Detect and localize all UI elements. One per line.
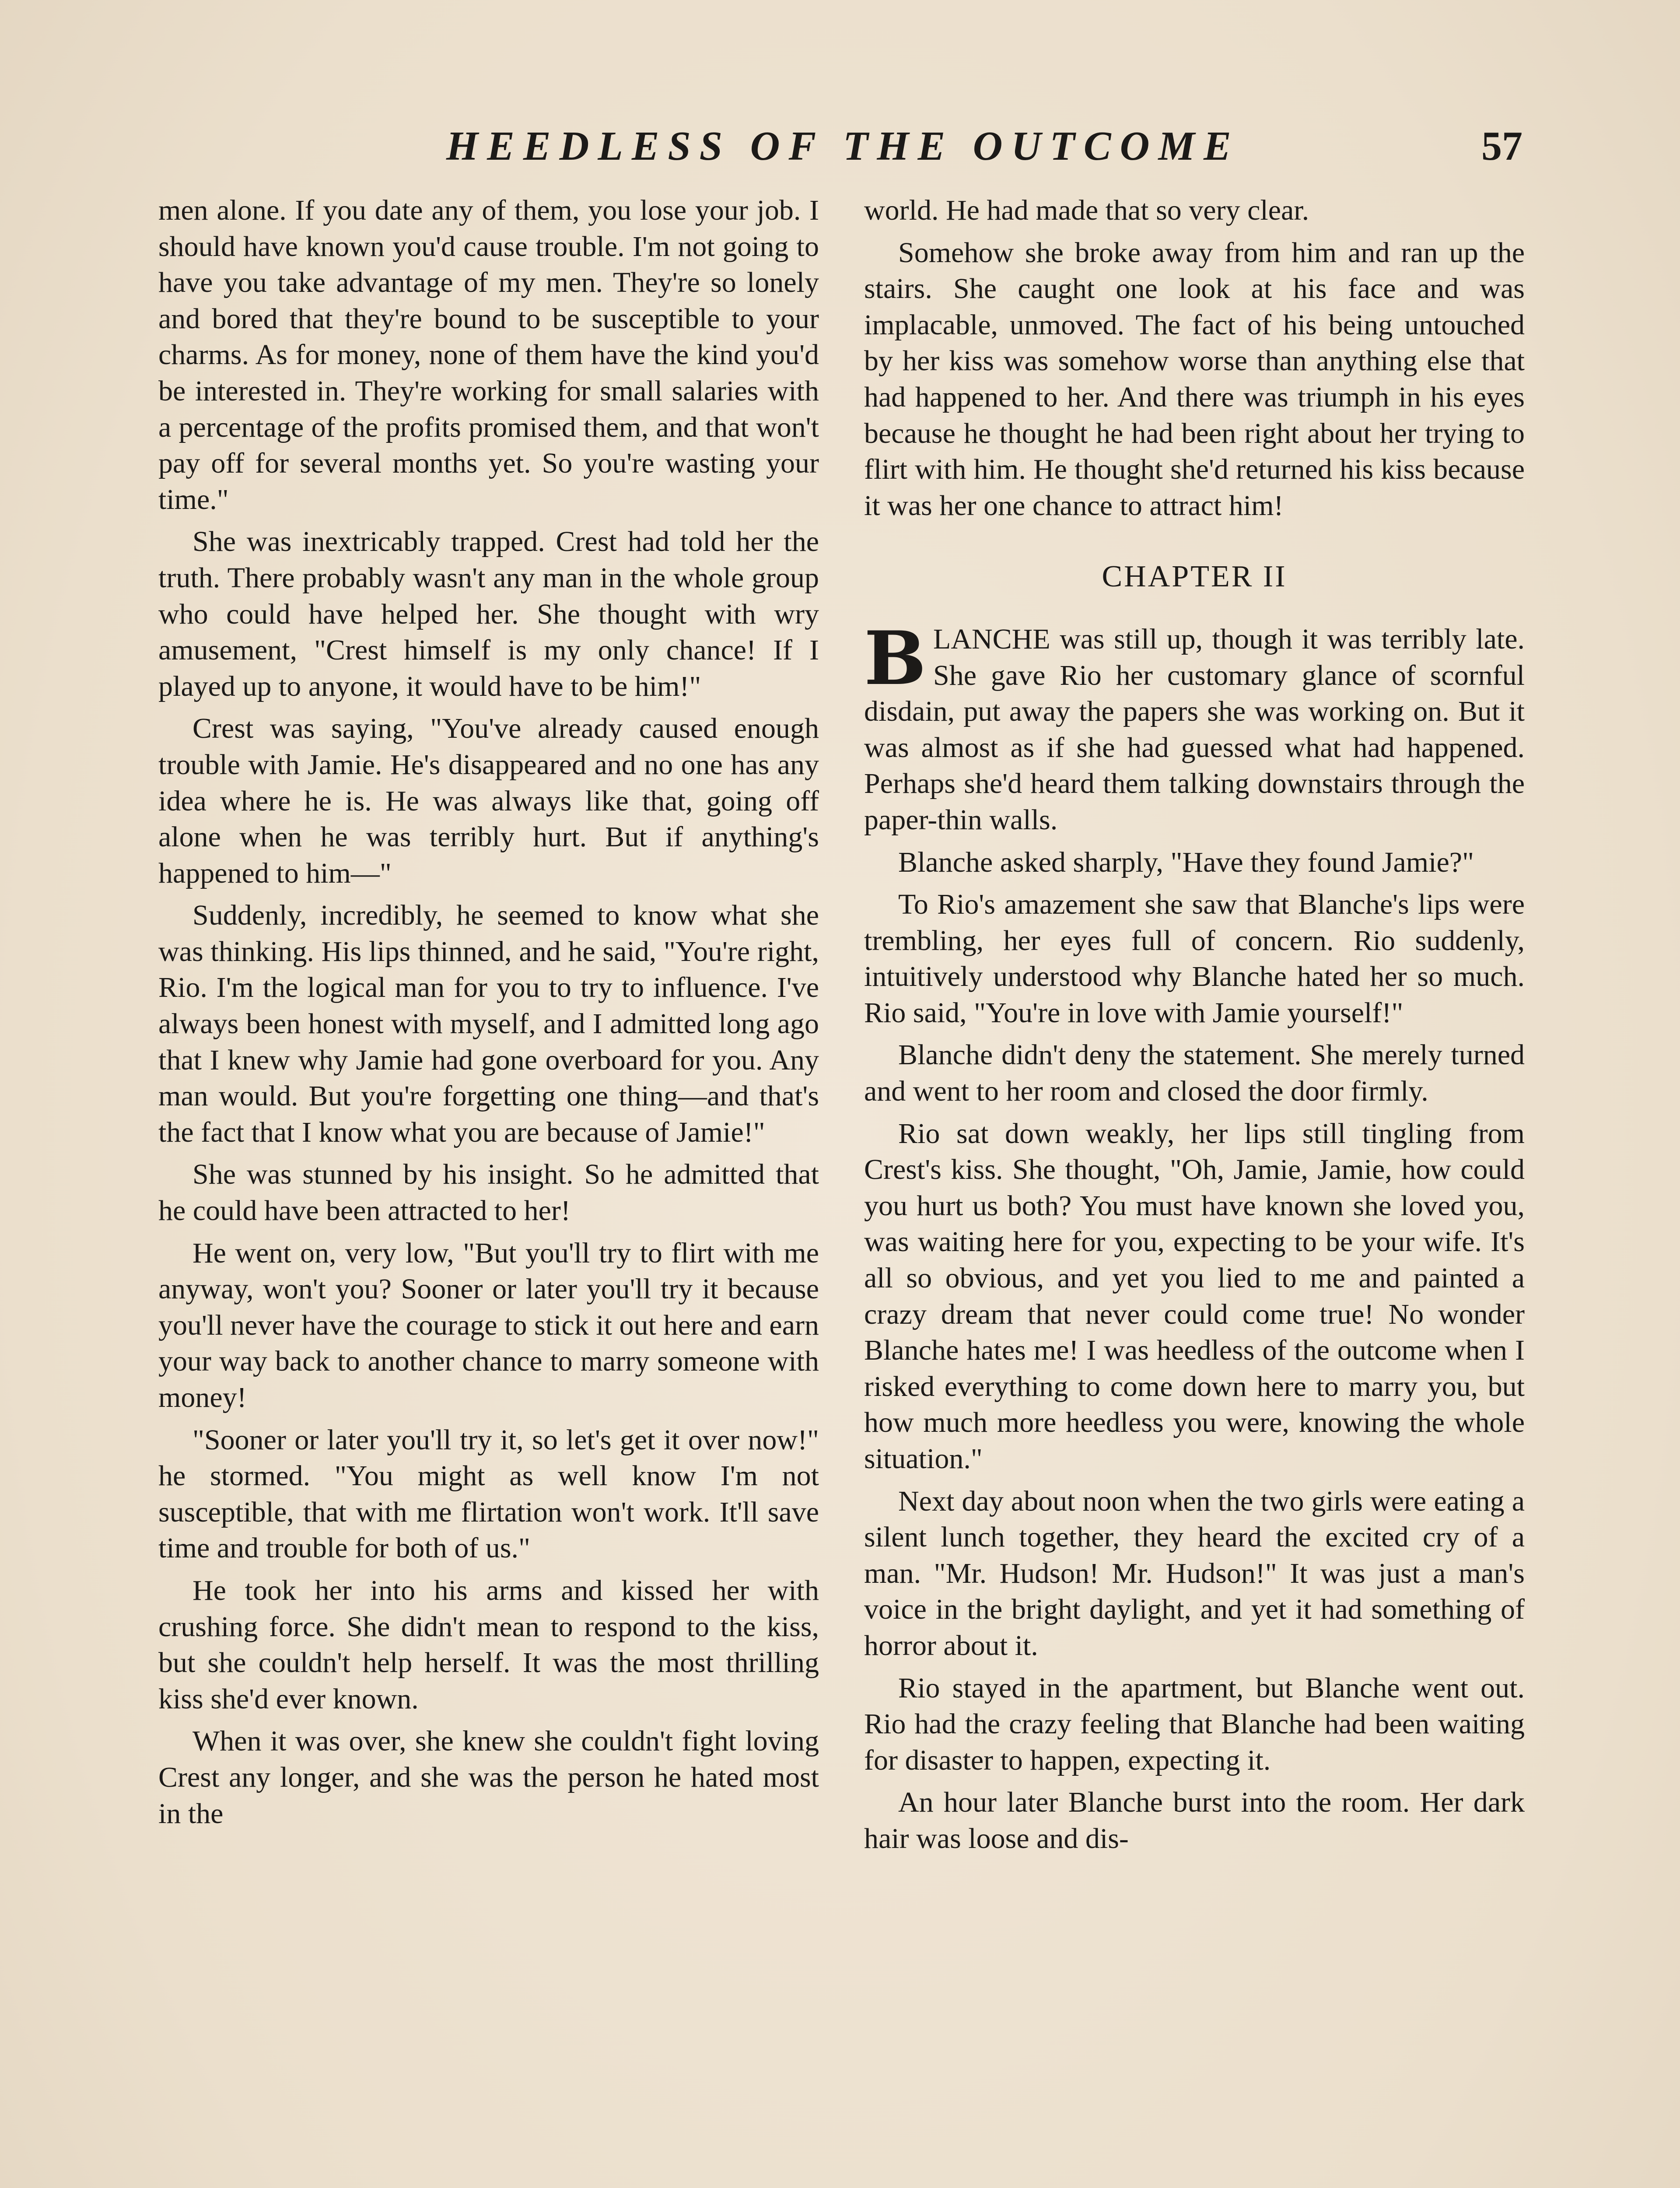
chapter-heading: CHAPTER II: [1102, 560, 1287, 594]
paragraph: When it was over, she knew she couldn't fight loving Crest any longer, and she was the person he hated most in the: [158, 1725, 819, 1830]
paragraph: An hour later Blanche burst into the room. Her dark hair was loose and dis-: [864, 1786, 1525, 1855]
paragraph: He took her into his arms and kissed her with crushing force. She didn't mean to respond to the kiss, but she couldn't help herself. It was the most thrilling kiss she'd ever known.: [158, 1574, 819, 1715]
left-column: [158, 193, 819, 1838]
paragraph: men alone. If you date any of them, you lose your job. I should have known you'd cause trouble. I'm not going to have you take advantage of my men. They're so lonely and bored that they're bound to be susceptible to your charms. As for money, none of them have the kind you'd be interested in. They're working for small salaries with a percentage of the profits promised them, and that won't pay off for several months yet. So you're wasting your time.": [158, 194, 819, 515]
paragraph: Rio stayed in the apartment, but Blanche went out. Rio had the crazy feeling that Blanche had been waiting for disaster to happen, expecting it.: [864, 1672, 1525, 1776]
chapter-opening-text: LANCHE was still up, though it was terribly late. She gave Rio her customary glance of scornful disdain, put away the papers she was working on. But it was almost as if she had guessed what had happened. Perhaps she'd heard them talking downstairs through the paper-thin walls.: [864, 623, 1525, 836]
paragraph: Suddenly, incredibly, he seemed to know what she was thinking. His lips thinned, and he said, "You're right, Rio. I'm the logical man for you to try to influence. I've always been honest with myself, and I admitted long ago that I knew why Jamie had gone overboard for you. Any man would. But you're forgetting one thing—and that's the fact that I know what you are because of Jamie!": [158, 899, 819, 1148]
drop-cap: B: [864, 614, 926, 701]
paragraph: "Sooner or later you'll try it, so let's get it over now!" he stormed. "You might as well know I'm not susceptible, that with me flirtation won't work. It'll save time and trouble for both of us.": [158, 1424, 819, 1564]
paragraph: Next day about noon when the two girls were eating a silent lunch together, they heard the excited cry of a man. "Mr. Hudson! Mr. Hudson!" It was just a man's voice in the bright daylight, and yet it had something of horror about it.: [864, 1485, 1525, 1662]
paragraph: world. He had made that so very clear.: [864, 194, 1309, 226]
paragraph: Rio sat down weakly, her lips still tingling from Crest's kiss. She thought, "Oh, Jamie, Jamie, how could you hurt us both? You must have known she loved you, was waiting here for you, expecting to be your wife. It's all so obvious, and yet you lied to me and painted a crazy dream that never could come true! No wonder Blanche hates me! I was heedless of the outcome when I risked everything to come down here to marry you, but how much more heedless you were, knowing the whole situation.": [864, 1117, 1525, 1475]
paragraph: She was stunned by his insight. So he admitted that he could have been attracted to her!: [158, 1158, 819, 1227]
chapter-opening-paragraph: [864, 614, 1525, 838]
paragraph: Blanche didn't deny the statement. She merely turned and went to her room and closed the door firmly.: [864, 1039, 1525, 1108]
paragraph: Blanche asked sharply, "Have they found Jamie?": [898, 846, 1474, 878]
paragraph: She was inextricably trapped. Crest had told her the truth. There probably wasn't any man in the whole group who could have helped her. She thought with wry amusement, "Crest himself is my only chance! If I played up to anyone, it would have to be him!": [158, 526, 819, 702]
running-head: HEEDLESS OF THE OUTCOME: [446, 123, 1240, 169]
paragraph: He went on, very low, "But you'll try to flirt with me anyway, won't you? Sooner or later you'll try it because you'll never have the courage to stick it out here and earn your way back to another chance to marry someone with money!: [158, 1237, 819, 1413]
paragraph: To Rio's amazement she saw that Blanche's lips were trembling, her eyes full of concern. Rio suddenly, intuitively understood why Blanche hated her so much. Rio said, "You're in love with Jamie yourself!": [864, 888, 1525, 1029]
paragraph: Crest was saying, "You've already caused enough trouble with Jamie. He's disappeared and no one has any idea where he is. He was always like that, going off alone when he was terribly hurt. But if anything's happened to him—": [158, 712, 819, 889]
paragraph: Somehow she broke away from him and ran up the stairs. She caught one look at his face and was implacable, unmoved. The fact of his being untouched by her kiss was somehow worse than anything else that had happened to her. And there was triumph in his eyes because he thought he had been right about her trying to flirt with him. He thought she'd returned his kiss because it was her one chance to attract him!: [864, 236, 1525, 522]
page-number: 57: [1481, 123, 1522, 169]
page-header: [158, 123, 1522, 184]
right-column: [864, 193, 1525, 1863]
